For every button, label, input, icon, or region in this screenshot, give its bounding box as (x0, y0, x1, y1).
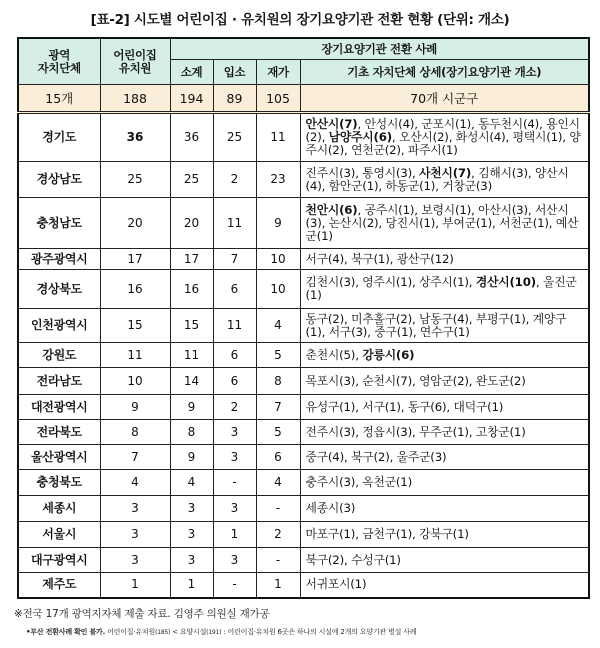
kindergarten-count-cell: 4 (100, 470, 170, 496)
region-cell: 제주도 (18, 573, 100, 598)
highlighted-district: 안산시(7) (305, 117, 358, 131)
kindergarten-count-cell: 3 (100, 496, 170, 522)
region-cell: 경상북도 (18, 270, 100, 309)
busan-note-count1: (185) (155, 629, 171, 636)
summary-inpatient: 89 (213, 85, 256, 113)
busan-note-text1: 어린이집·유치원 (105, 628, 156, 636)
region-cell: 광주광역시 (18, 249, 100, 270)
inpatient-cell: 6 (213, 343, 256, 368)
district-text: 마포구(1), 금천구(1), 강북구(1) (305, 527, 469, 541)
district-text: , 울진군(1) (305, 275, 577, 302)
subtotal-cell: 9 (170, 445, 213, 470)
kindergarten-count-cell: 36 (100, 113, 170, 162)
region-cell: 인천광역시 (18, 309, 100, 343)
detail-cell (300, 113, 589, 162)
district-text: 충주시(3), 옥천군(1) (305, 475, 412, 489)
region-cell: 서울시 (18, 522, 100, 548)
subtotal-cell: 25 (170, 162, 213, 198)
header-subtotal: 소계 (170, 60, 213, 85)
region-cell: 울산광역시 (18, 445, 100, 470)
home-care-cell: 10 (256, 270, 300, 309)
district-text: 중구(4), 북구(2), 울주군(3) (305, 449, 447, 464)
home-care-cell: 5 (256, 420, 300, 445)
inpatient-cell: 3 (213, 548, 256, 573)
subtotal-cell: 3 (170, 548, 213, 573)
table-row (18, 198, 589, 249)
detail-cell (300, 395, 589, 420)
home-care-cell: 1 (256, 573, 300, 598)
kindergarten-count-cell: 20 (100, 198, 170, 249)
summary-region: 15개 (18, 85, 100, 113)
header-conversion-group: 장기요양기관 전환 사례 (170, 38, 589, 60)
region-cell: 경상남도 (18, 162, 100, 198)
detail-cell (300, 420, 589, 445)
table-row (18, 420, 589, 445)
detail-cell (300, 445, 589, 470)
header-inpatient: 입소 (213, 60, 256, 85)
detail-cell (300, 343, 589, 368)
subtotal-cell: 15 (170, 309, 213, 343)
home-care-cell: 6 (256, 445, 300, 470)
highlighted-district: 사천시(7) (419, 165, 472, 180)
home-care-cell: 10 (256, 249, 300, 270)
inpatient-cell: 1 (213, 522, 256, 548)
inpatient-cell: 2 (213, 395, 256, 420)
region-cell: 전라남도 (18, 368, 100, 395)
inpatient-cell: 25 (213, 113, 256, 162)
region-cell: 대구광역시 (18, 548, 100, 573)
table-row (18, 113, 589, 162)
table-row (18, 249, 589, 270)
table-title: [표-2] 시도별 어린이집 · 유치원의 장기요양기관 전환 현황 (단위: 개소) (90, 12, 510, 28)
detail-cell (300, 198, 589, 249)
district-text: 춘천시(5), (305, 347, 363, 362)
district-text: , 김해시(3), 양산시(4), 함안군(1), 하동군(1), 거창군(3) (305, 165, 569, 193)
highlighted-district: 천안시(6) (305, 202, 358, 217)
subtotal-cell: 36 (170, 113, 213, 162)
table-row (18, 573, 589, 598)
table-row (18, 270, 589, 309)
inpatient-cell: 3 (213, 420, 256, 445)
district-text: 세종시(3) (305, 501, 356, 515)
inpatient-cell: 2 (213, 162, 256, 198)
header-kindergarten-line2: 유치원 (118, 60, 152, 75)
kindergarten-count-cell: 25 (100, 162, 170, 198)
subtotal-cell: 9 (170, 395, 213, 420)
subtotal-cell: 20 (170, 198, 213, 249)
busan-note (26, 627, 416, 637)
district-text: 목포시(3), 순천시(7), 영암군(2), 완도군(2) (305, 373, 526, 388)
highlighted-district: 남양주시(6) (328, 130, 392, 144)
header-region (18, 38, 100, 85)
home-care-cell: - (256, 496, 300, 522)
kindergarten-count-cell: 11 (100, 343, 170, 368)
home-care-cell: 23 (256, 162, 300, 198)
district-text: , 오산시(2), 화성시(4), 평택시(1), 양주시(2), 연천군(2), 파주시(1) (305, 130, 581, 157)
kindergarten-count-cell: 9 (100, 395, 170, 420)
subtotal-cell: 16 (170, 270, 213, 309)
busan-note-text2: < 요양시설 (170, 628, 207, 636)
summary-kindergarten: 188 (100, 85, 170, 113)
kindergarten-count-cell: 8 (100, 420, 170, 445)
header-region-line2: 자치단체 (37, 60, 81, 75)
table-row (18, 445, 589, 470)
home-care-cell: 9 (256, 198, 300, 249)
subtotal-cell: 4 (170, 470, 213, 496)
summary-home-care: 105 (256, 85, 300, 113)
home-care-cell: 2 (256, 522, 300, 548)
header-home-care: 재가 (256, 60, 300, 85)
inpatient-cell: - (213, 470, 256, 496)
table-row (18, 496, 589, 522)
inpatient-cell: 3 (213, 445, 256, 470)
table-row (18, 548, 589, 573)
subtotal-cell: 1 (170, 573, 213, 598)
summary-row (18, 85, 589, 113)
detail-cell (300, 368, 589, 395)
table-row (18, 162, 589, 198)
home-care-cell: 8 (256, 368, 300, 395)
summary-detail: 70개 시군구 (300, 85, 589, 113)
home-care-cell: 5 (256, 343, 300, 368)
header-kindergarten (100, 38, 170, 85)
home-care-cell: 4 (256, 470, 300, 496)
kindergarten-count-cell: 16 (100, 270, 170, 309)
table-row (18, 368, 589, 395)
detail-cell (300, 162, 589, 198)
subtotal-cell: 14 (170, 368, 213, 395)
district-text: 서귀포시(1) (305, 577, 367, 592)
header-region-line1: 광역 (48, 47, 71, 62)
kindergarten-count-cell: 10 (100, 368, 170, 395)
kindergarten-count-cell: 3 (100, 522, 170, 548)
detail-cell (300, 573, 589, 598)
district-text: 진주시(3), 통영시(3), (305, 165, 420, 180)
summary-subtotal: 194 (170, 85, 213, 113)
detail-cell (300, 470, 589, 496)
table-row (18, 395, 589, 420)
district-text: 전주시(3), 정읍시(3), 무주군(1), 고창군(1) (305, 424, 526, 439)
table-row (18, 522, 589, 548)
district-text: 서구(4), 북구(1), 광산구(12) (305, 251, 454, 266)
region-cell: 세종시 (18, 496, 100, 522)
district-text: , 안성시(4), 군포시(1), 동두천시(4), 용인시(2), (305, 117, 580, 144)
table-row (18, 343, 589, 368)
inpatient-cell: 11 (213, 309, 256, 343)
home-care-cell: 4 (256, 309, 300, 343)
subtotal-cell: 11 (170, 343, 213, 368)
highlighted-district: 경산시(10) (475, 275, 536, 289)
kindergarten-count-cell: 7 (100, 445, 170, 470)
busan-note-text3: : 어린이집·유치원 6곳은 하나의 시설에 2개의 요양기관 병설 사례 (221, 628, 417, 636)
table-row (18, 470, 589, 496)
inpatient-cell: 6 (213, 368, 256, 395)
kindergarten-count-cell: 3 (100, 548, 170, 573)
detail-cell (300, 249, 589, 270)
kindergarten-count-cell: 15 (100, 309, 170, 343)
home-care-cell: - (256, 548, 300, 573)
kindergarten-count-cell: 17 (100, 249, 170, 270)
region-cell: 충청북도 (18, 470, 100, 496)
highlighted-district: 강릉시(6) (362, 347, 415, 362)
conversion-status-table (17, 37, 590, 599)
home-care-cell: 7 (256, 395, 300, 420)
detail-cell (300, 548, 589, 573)
region-cell: 강원도 (18, 343, 100, 368)
busan-note-bold: •부산 전환사례 확인 불가. (26, 628, 106, 636)
detail-cell (300, 496, 589, 522)
header-kindergarten-line1: 어린이집 (113, 47, 157, 62)
district-text: 동구(2), 미추홀구(2), 남동구(4), 부평구(1), 계양구(1), 서구(3), 중구(1), 연수구(1) (305, 311, 567, 339)
district-text: , 공주시(1), 보령시(1), 아산시(3), 서산시(3), 논산시(2), 당진시(1), 부여군(1), 서천군(1), 예산군(1) (305, 202, 579, 243)
region-cell: 충청남도 (18, 198, 100, 249)
district-text: 김천시(3), 영주시(1), 상주시(1), (305, 275, 476, 289)
region-cell: 전라북도 (18, 420, 100, 445)
district-text: 유성구(1), 서구(1), 동구(6), 대덕구(1) (305, 399, 504, 414)
detail-cell (300, 522, 589, 548)
region-cell: 경기도 (18, 113, 100, 162)
detail-cell (300, 309, 589, 343)
subtotal-cell: 17 (170, 249, 213, 270)
region-cell: 대전광역시 (18, 395, 100, 420)
busan-note-count2: (191) (206, 629, 222, 636)
home-care-cell: 11 (256, 113, 300, 162)
header-detail: 기초 자치단체 상세(장기요양기관 개소) (300, 60, 589, 85)
inpatient-cell: - (213, 573, 256, 598)
inpatient-cell: 3 (213, 496, 256, 522)
inpatient-cell: 7 (213, 249, 256, 270)
kindergarten-count-cell: 1 (100, 573, 170, 598)
source-note: ※전국 17개 광역지자체 제출 자료. 김영주 의원실 재가공 (14, 608, 270, 620)
subtotal-cell: 3 (170, 522, 213, 548)
district-text: 북구(2), 수성구(1) (305, 552, 401, 567)
inpatient-cell: 11 (213, 198, 256, 249)
table-row (18, 309, 589, 343)
detail-cell (300, 270, 589, 309)
subtotal-cell: 3 (170, 496, 213, 522)
inpatient-cell: 6 (213, 270, 256, 309)
subtotal-cell: 8 (170, 420, 213, 445)
